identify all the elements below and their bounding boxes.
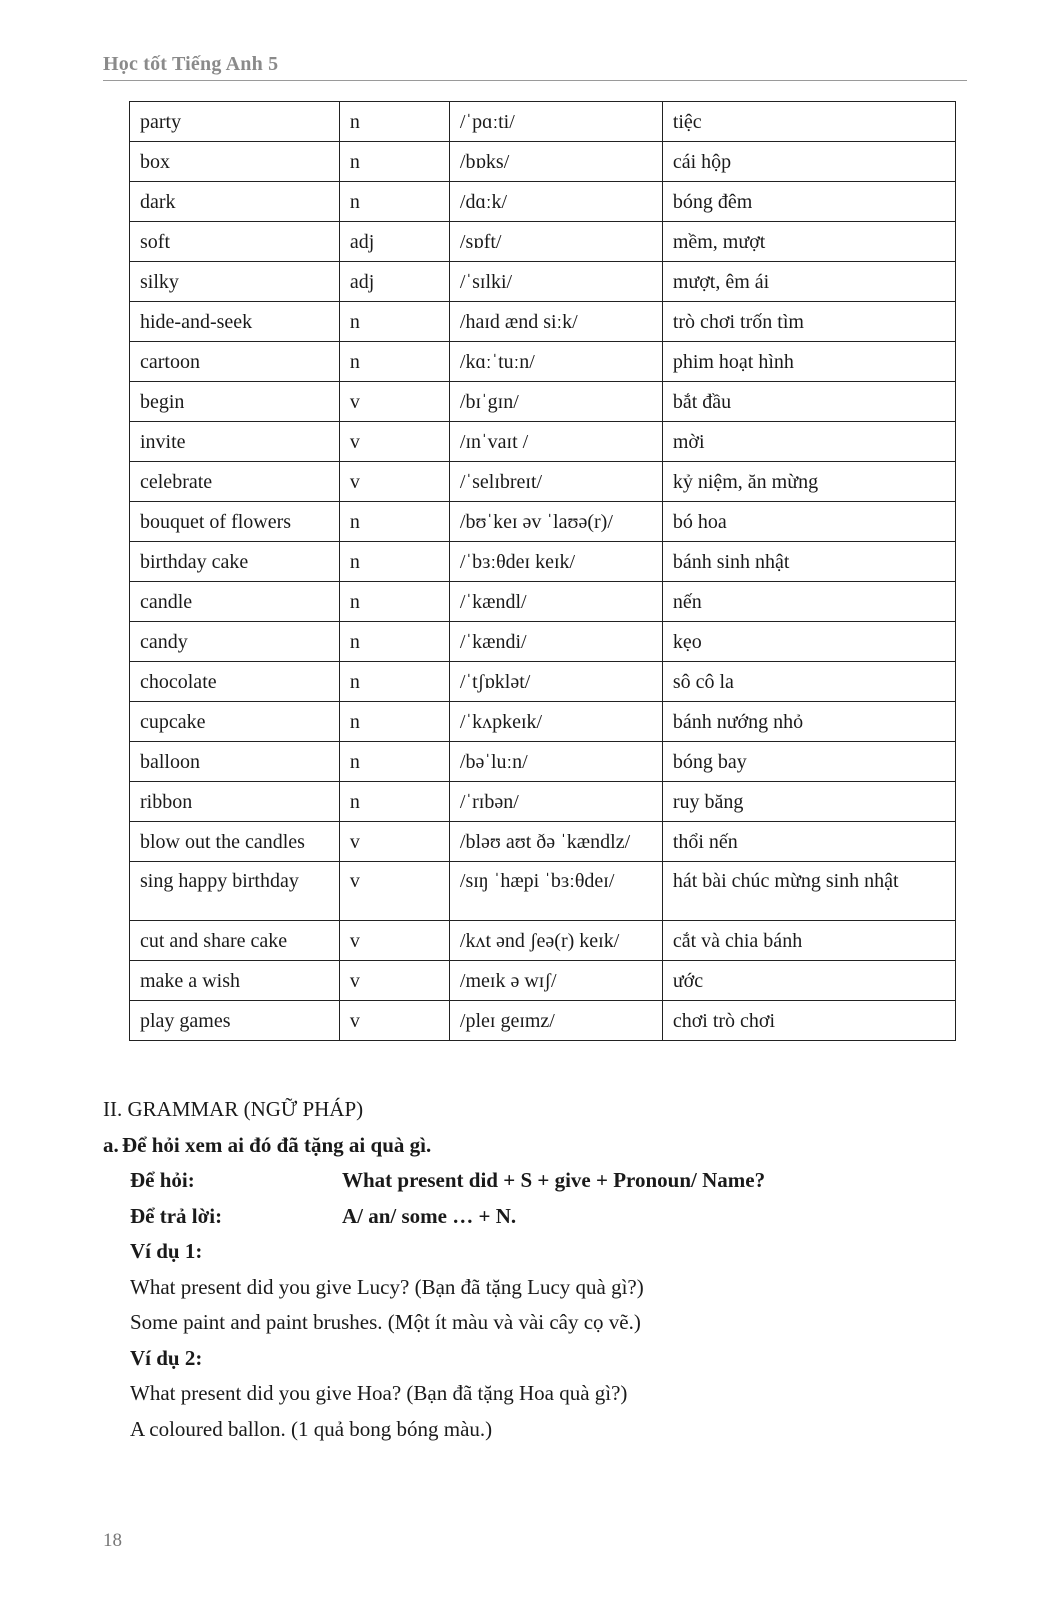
vocab-meaning: mềm, mượt [662, 222, 955, 262]
vocab-ipa: /ˈselɪbreɪt/ [449, 462, 662, 502]
vocab-meaning: cái hộp [662, 142, 955, 182]
table-row [130, 502, 956, 542]
ask-label: Để hỏi: [130, 1168, 195, 1192]
table-row [130, 222, 956, 262]
vocab-word: dark [130, 182, 340, 222]
ask-structure-line [103, 1163, 983, 1199]
vocab-word: begin [130, 382, 340, 422]
section-a-title: Để hỏi xem ai đó đã tặng ai quà gì. [122, 1132, 432, 1157]
table-row [130, 702, 956, 742]
table-row [130, 542, 956, 582]
table-row [130, 182, 956, 222]
table-row [130, 262, 956, 302]
grammar-section [103, 1092, 983, 1447]
vocab-ipa: /ˈrɪbən/ [449, 782, 662, 822]
section-a-title-line [103, 1128, 983, 1164]
table-row [130, 862, 956, 921]
vocab-meaning: hát bài chúc mừng sinh nhật [662, 862, 955, 921]
vocab-word: cut and share cake [130, 921, 340, 961]
vocab-meaning: nến [662, 582, 955, 622]
vocab-meaning: bó hoa [662, 502, 955, 542]
vocab-word: invite [130, 422, 340, 462]
vocab-word: play games [130, 1001, 340, 1041]
vocab-type: adj [339, 262, 449, 302]
table-row [130, 102, 956, 142]
vocab-meaning: sô cô la [662, 662, 955, 702]
vocab-meaning: ruy băng [662, 782, 955, 822]
section-a-label: a. [103, 1132, 119, 1157]
vocab-ipa: /ˈbɜːθdeɪ keɪk/ [449, 542, 662, 582]
vocab-type: n [339, 302, 449, 342]
vocab-ipa: /haɪd ænd siːk/ [449, 302, 662, 342]
vocab-ipa: /ˈkændl/ [449, 582, 662, 622]
vocab-ipa: /bʊˈkeɪ əv ˈlaʊə(r)/ [449, 502, 662, 542]
vocab-ipa: /ˈkʌpkeɪk/ [449, 702, 662, 742]
vocab-ipa: /bɪˈgɪn/ [449, 382, 662, 422]
vocab-word: chocolate [130, 662, 340, 702]
header-rule [103, 80, 967, 81]
vocab-word: candy [130, 622, 340, 662]
table-row [130, 422, 956, 462]
vocab-type: v [339, 822, 449, 862]
table-row [130, 622, 956, 662]
example-1-answer: Some paint and paint brushes. (Một ít màu và vài cây cọ vẽ.) [130, 1310, 641, 1334]
vocab-type: n [339, 182, 449, 222]
vocab-type: n [339, 702, 449, 742]
vocab-meaning: bánh sinh nhật [662, 542, 955, 582]
vocab-word: cartoon [130, 342, 340, 382]
vocab-word: soft [130, 222, 340, 262]
table-row [130, 142, 956, 182]
vocab-ipa: /kʌt ənd ʃeə(r) keɪk/ [449, 921, 662, 961]
vocab-word: make a wish [130, 961, 340, 1001]
vocab-ipa: /ˈsɪlki/ [449, 262, 662, 302]
vocab-ipa: /dɑːk/ [449, 182, 662, 222]
vocab-ipa: /ˈtʃɒklət/ [449, 662, 662, 702]
example-2-question: What present did you give Hoa? (Bạn đã tặng Hoa quà gì?) [130, 1381, 628, 1405]
table-row [130, 822, 956, 862]
vocab-type: n [339, 502, 449, 542]
table-row [130, 961, 956, 1001]
vocab-word: silky [130, 262, 340, 302]
vocab-meaning: phim hoạt hình [662, 342, 955, 382]
vocab-type: n [339, 742, 449, 782]
table-row [130, 1001, 956, 1041]
table-row [130, 662, 956, 702]
vocab-meaning: trò chơi trốn tìm [662, 302, 955, 342]
vocab-meaning: bánh nướng nhỏ [662, 702, 955, 742]
vocab-meaning: mời [662, 422, 955, 462]
vocab-type: n [339, 662, 449, 702]
page-number: 18 [103, 1530, 122, 1551]
vocab-ipa: /sɒft/ [449, 222, 662, 262]
table-row [130, 782, 956, 822]
example-2-label: Ví dụ 2: [130, 1345, 203, 1370]
vocab-ipa: /ɪnˈvaɪt / [449, 422, 662, 462]
vocab-type: adj [339, 222, 449, 262]
example-2-answer: A coloured ballon. (1 quả bong bóng màu.) [130, 1416, 493, 1441]
vocab-word: birthday cake [130, 542, 340, 582]
grammar-heading: II. GRAMMAR (NGỮ PHÁP) [103, 1097, 364, 1121]
vocab-ipa: /ˈkændi/ [449, 622, 662, 662]
answer-structure: A/ an/ some … + N. [342, 1203, 517, 1228]
vocab-type: n [339, 542, 449, 582]
vocab-meaning: cắt và chia bánh [662, 921, 955, 961]
vocab-type: v [339, 1001, 449, 1041]
vocab-meaning: bóng đêm [662, 182, 955, 222]
vocab-word: bouquet of flowers [130, 502, 340, 542]
table-row [130, 582, 956, 622]
table-row [130, 302, 956, 342]
vocab-type: n [339, 622, 449, 662]
table-row [130, 921, 956, 961]
vocab-ipa: /kɑːˈtuːn/ [449, 342, 662, 382]
vocab-ipa: /bləʊ aʊt ðə ˈkændlz/ [449, 822, 662, 862]
vocab-ipa: /bəˈluːn/ [449, 742, 662, 782]
answer-structure-line [103, 1199, 983, 1235]
vocab-meaning: tiệc [662, 102, 955, 142]
vocab-meaning: ước [662, 961, 955, 1001]
vocab-type: n [339, 142, 449, 182]
table-row [130, 742, 956, 782]
vocab-ipa: /bɒks/ [449, 142, 662, 182]
vocab-ipa: /sɪŋ ˈhæpi ˈbɜːθdeɪ/ [449, 862, 662, 921]
vocab-type: v [339, 921, 449, 961]
vocab-word: ribbon [130, 782, 340, 822]
vocab-word: box [130, 142, 340, 182]
example-1-question: What present did you give Lucy? (Bạn đã tặng Lucy quà gì?) [130, 1274, 644, 1299]
answer-label: Để trả lời: [130, 1203, 223, 1228]
vocab-meaning: thổi nến [662, 822, 955, 862]
vocab-type: n [339, 782, 449, 822]
vocab-meaning: kỷ niệm, ăn mừng [662, 462, 955, 502]
vocab-meaning: bóng bay [662, 742, 955, 782]
ask-structure: What present did + S + give + Pronoun/ Name? [342, 1168, 766, 1192]
vocab-type: v [339, 862, 449, 921]
table-row [130, 382, 956, 422]
vocab-meaning: chơi trò chơi [662, 1001, 955, 1041]
vocab-word: sing happy birthday [130, 862, 340, 921]
vocab-meaning: bắt đầu [662, 382, 955, 422]
running-title: Học tốt Tiếng Anh 5 [103, 53, 279, 75]
vocab-word: blow out the candles [130, 822, 340, 862]
vocab-ipa: /ˈpɑːti/ [449, 102, 662, 142]
vocab-ipa: /meɪk ə wɪʃ/ [449, 961, 662, 1001]
vocabulary-table [129, 101, 956, 1041]
vocab-word: celebrate [130, 462, 340, 502]
vocab-ipa: /pleɪ geɪmz/ [449, 1001, 662, 1041]
vocabulary-table-body [130, 102, 956, 1041]
table-row [130, 462, 956, 502]
vocab-word: party [130, 102, 340, 142]
vocab-meaning: mượt, êm ái [662, 262, 955, 302]
vocab-word: cupcake [130, 702, 340, 742]
table-row [130, 342, 956, 382]
vocab-type: v [339, 961, 449, 1001]
vocab-type: v [339, 422, 449, 462]
vocab-type: n [339, 582, 449, 622]
vocab-meaning: kẹo [662, 622, 955, 662]
vocab-type: n [339, 342, 449, 382]
vocab-type: n [339, 102, 449, 142]
vocab-word: candle [130, 582, 340, 622]
vocab-type: v [339, 382, 449, 422]
example-1-label: Ví dụ 1: [130, 1239, 203, 1263]
vocab-word: balloon [130, 742, 340, 782]
vocab-word: hide-and-seek [130, 302, 340, 342]
vocab-type: v [339, 462, 449, 502]
